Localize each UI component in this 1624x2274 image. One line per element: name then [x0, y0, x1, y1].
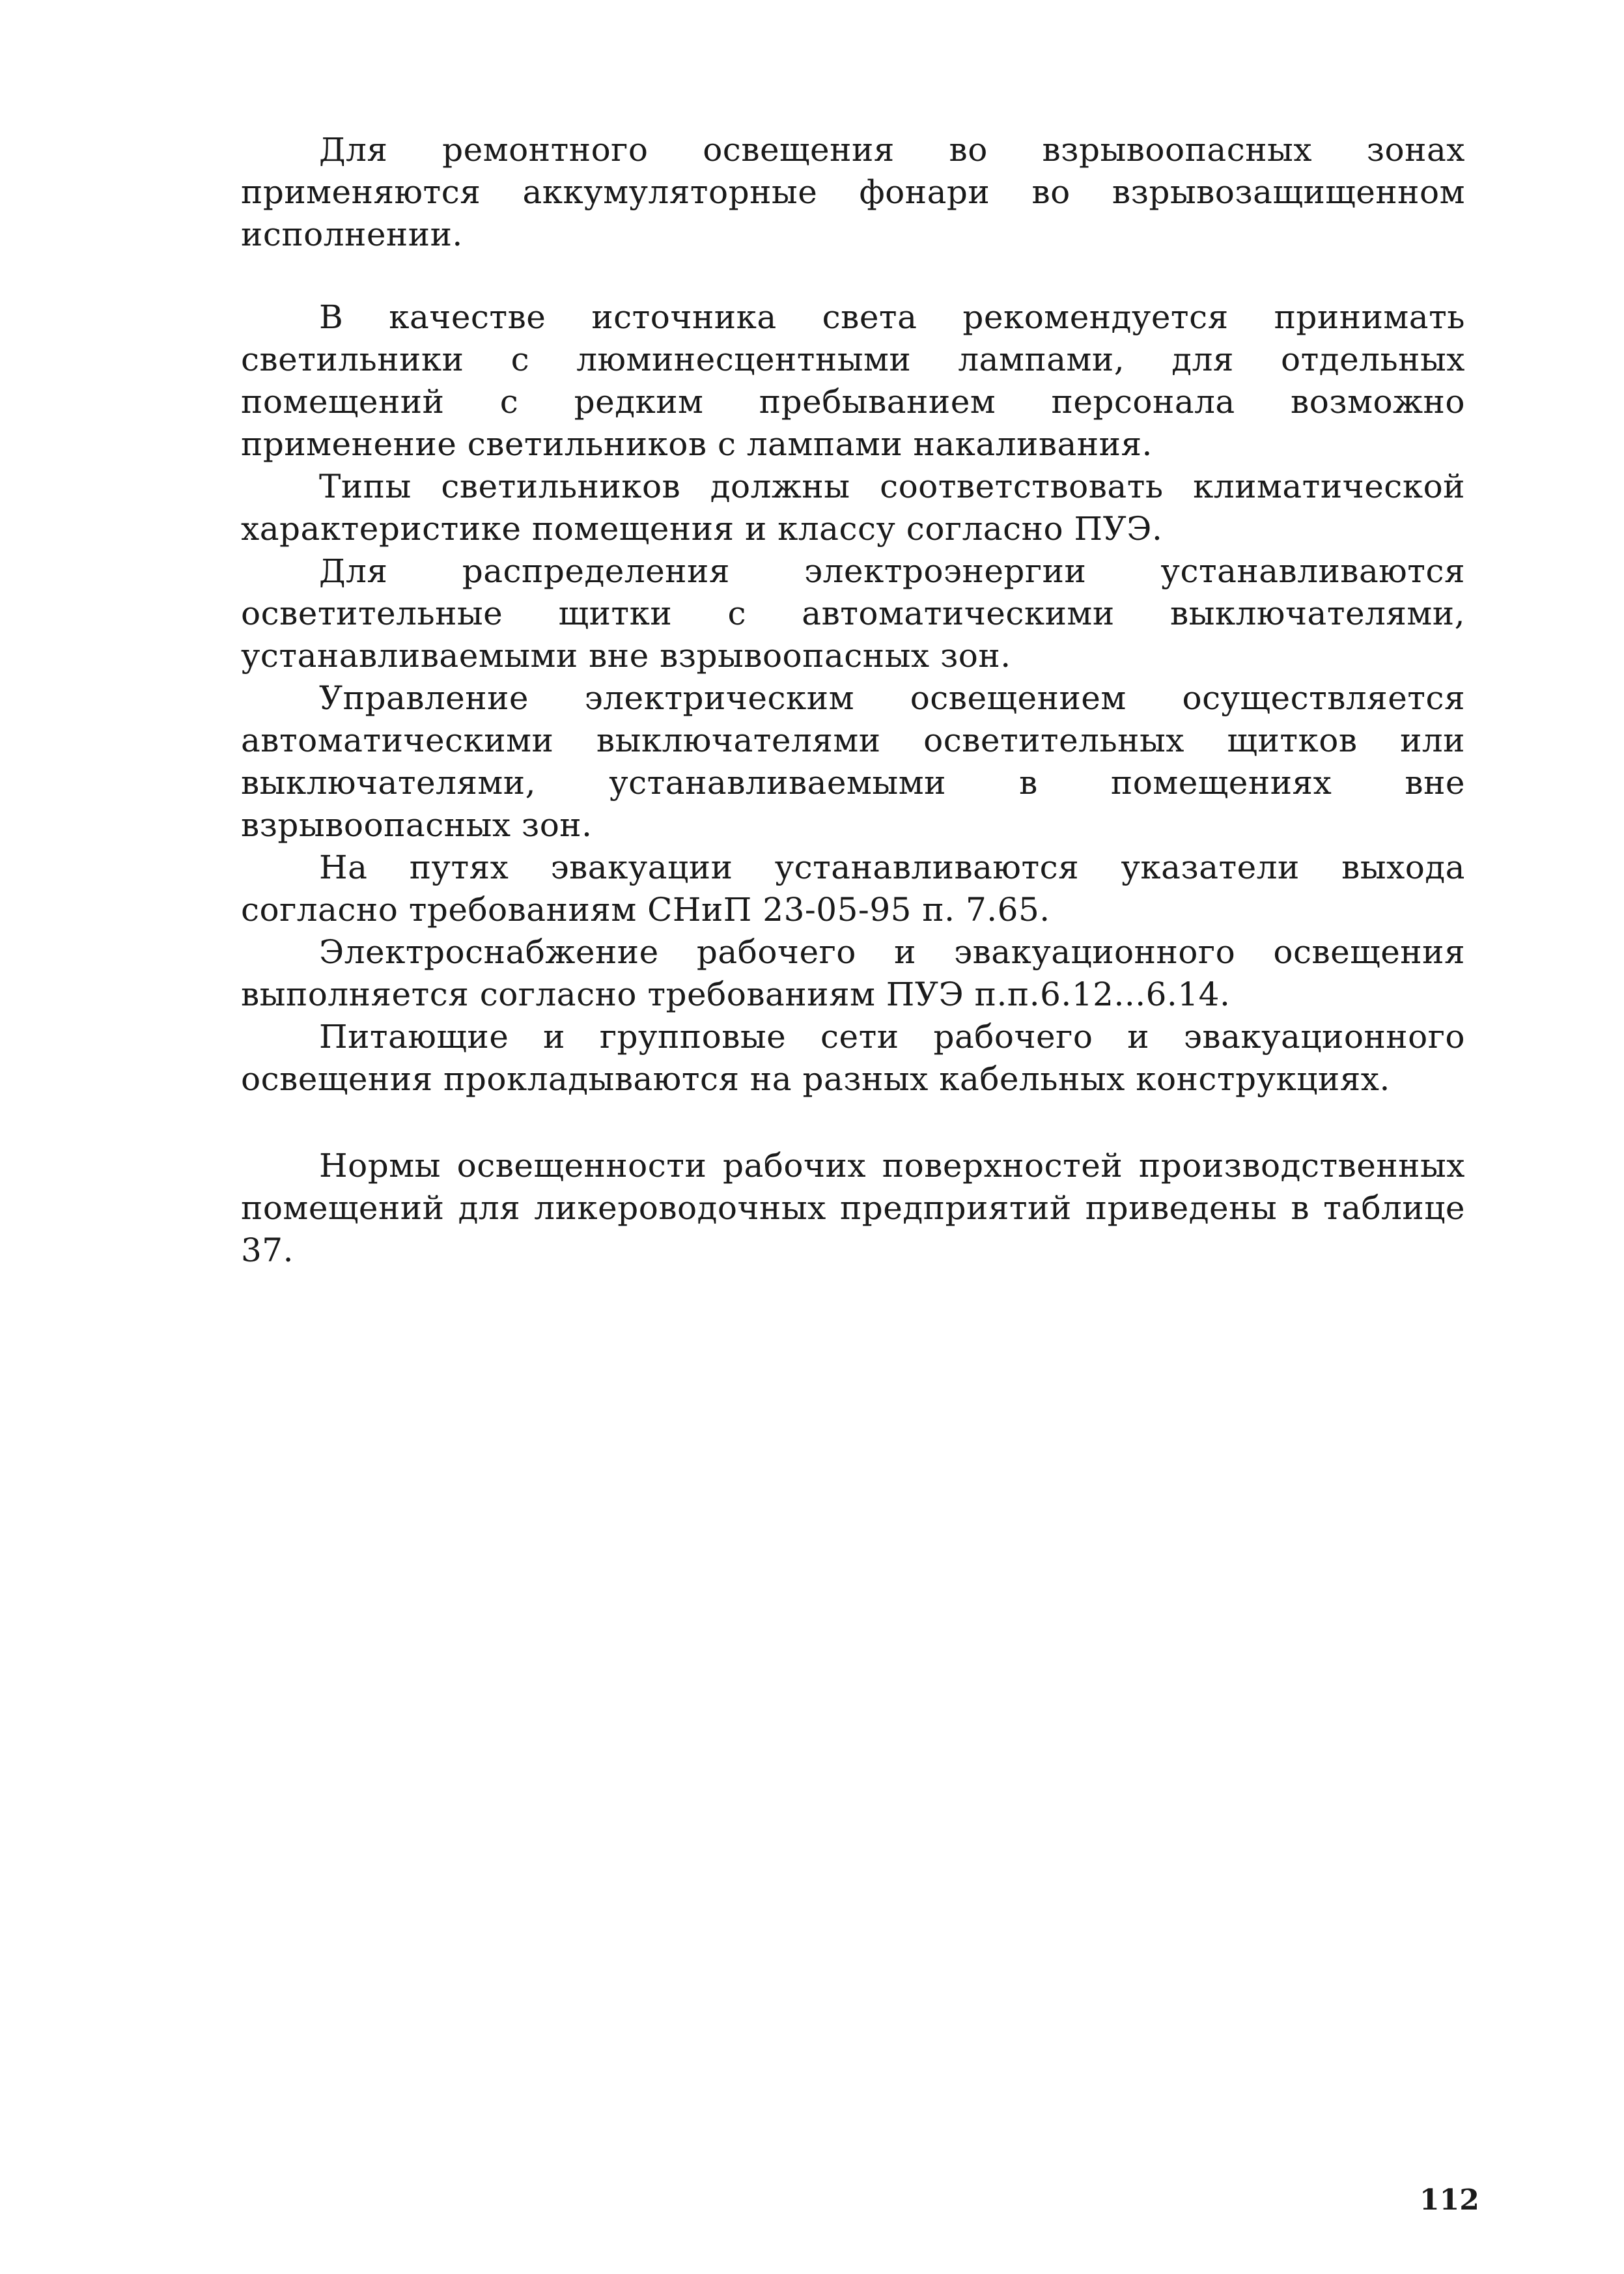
- paragraph-illumination-norms: Нормы освещенности рабочих поверхностей производственных помещений для ликероводочных предприятий приведены в таблице 37.: [241, 1147, 1465, 1269]
- paragraph-lighting-control: Управление электрическим освещением осуществляется автоматическими выключателями осветительных щитков или выключателями, устанавливаемыми в помещениях вне взрывоопасных зон.: [241, 679, 1465, 844]
- paragraph-power-distribution: Для распределения электроэнергии устанавливаются осветительные щитки с автоматическими выключателями, устанавливаемыми вне взрывоопасных зон.: [241, 552, 1465, 675]
- paragraph-repair-lighting: Для ремонтного освещения во взрывоопасных зонах применяются аккумуляторные фонари во взрывозащищенном исполнении.: [241, 131, 1465, 253]
- paragraph-cable-routing: Питающие и групповые сети рабочего и эвакуационного освещения прокладываются на разных кабельных конструкциях.: [241, 1018, 1465, 1098]
- paragraph-power-supply: Электроснабжение рабочего и эвакуационного освещения выполняется согласно требованиям ПУЭ п.п.6.12...6.14.: [241, 933, 1465, 1013]
- paragraph-exit-signs: На путях эвакуации устанавливаются указатели выхода согласно требованиям СНиП 23-05-95 п. 7.65.: [241, 849, 1465, 929]
- paragraph-light-source: В качестве источника света рекомендуется принимать светильники с люминесцентными лампами, для отдельных помещений с редким пребыванием персонала возможно применение светильников с лампами накаливания.: [241, 298, 1465, 463]
- paragraph-luminaire-types: Типы светильников должны соответствовать климатической характеристике помещения и классу согласно ПУЭ.: [241, 468, 1465, 548]
- page-number: 112: [1420, 2183, 1479, 2217]
- paragraph-group-lighting-requirements: [241, 296, 1465, 1101]
- paragraph-group-illumination-norms: [241, 1145, 1465, 1272]
- paragraph-group-repair-lighting: [241, 129, 1465, 256]
